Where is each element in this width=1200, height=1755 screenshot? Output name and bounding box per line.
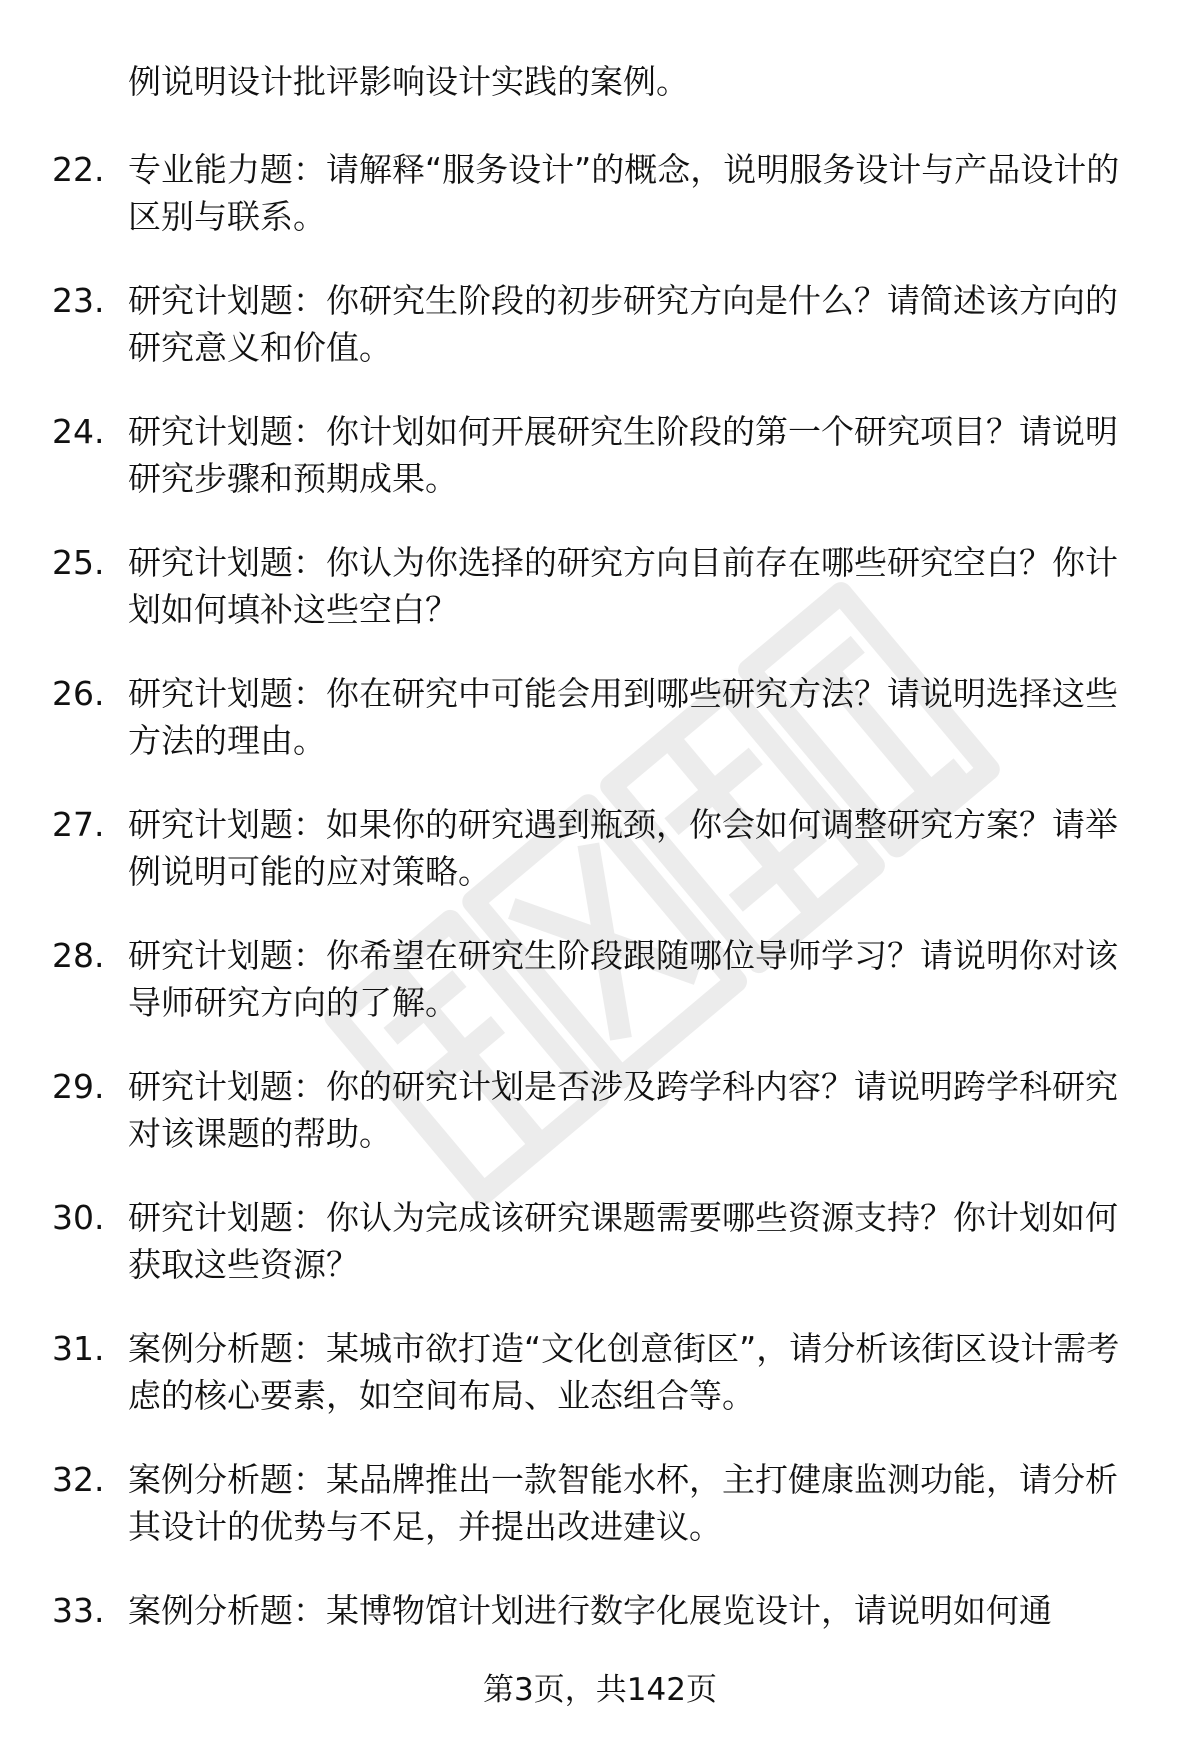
question-text: 研究计划题：你的研究计划是否涉及跨学科内容？请说明跨学科研究对该课题的帮助。	[128, 1067, 1118, 1153]
question-text: 案例分析题：某品牌推出一款智能水杯，主打健康监测功能，请分析其设计的优势与不足，并提出改进建议。	[128, 1460, 1118, 1546]
question-text: 研究计划题：你在研究中可能会用到哪些研究方法？请说明选择这些方法的理由。	[128, 674, 1118, 760]
question-number: 25.	[52, 543, 105, 582]
question-number: 22.	[52, 150, 105, 189]
question-text: 案例分析题：某城市欲打造“文化创意街区”，请分析该街区设计需考虑的核心要素，如空间布局、业态组合等。	[128, 1329, 1120, 1415]
question-number: 33.	[52, 1591, 105, 1630]
question-text: 研究计划题：你计划如何开展研究生阶段的第一个研究项目？请说明研究步骤和预期成果。	[128, 412, 1118, 498]
question-item	[0, 801, 1200, 932]
question-item	[0, 1456, 1200, 1587]
question-number: 24.	[52, 412, 105, 451]
question-text: 研究计划题：你认为你选择的研究方向目前存在哪些研究空白？你计划如何填补这些空白？	[128, 543, 1118, 629]
question-number: 23.	[52, 281, 105, 320]
question-text: 研究计划题：你认为完成该研究课题需要哪些资源支持？你计划如何获取这些资源？	[128, 1198, 1118, 1284]
question-text: 专业能力题：请解释“服务设计”的概念，说明服务设计与产品设计的区别与联系。	[128, 150, 1120, 236]
question-item	[0, 277, 1200, 408]
question-number: 26.	[52, 674, 105, 713]
question-number: 28.	[52, 936, 105, 975]
question-item	[0, 408, 1200, 539]
question-item	[0, 1194, 1200, 1325]
continued-question-text: 例说明设计批评影响设计实践的案例。	[128, 62, 689, 101]
question-item	[0, 1325, 1200, 1456]
question-number: 31.	[52, 1329, 105, 1368]
page-number-footer: 第3页，共142页	[483, 1672, 717, 1708]
question-number: 27.	[52, 805, 105, 844]
question-number: 30.	[52, 1198, 105, 1237]
question-list	[0, 146, 1200, 1718]
question-text: 研究计划题：你研究生阶段的初步研究方向是什么？请简述该方向的研究意义和价值。	[128, 281, 1118, 367]
question-number: 29.	[52, 1067, 105, 1106]
question-item	[0, 1063, 1200, 1194]
question-item	[0, 670, 1200, 801]
question-text: 研究计划题：如果你的研究遇到瓶颈，你会如何调整研究方案？请举例说明可能的应对策略。	[128, 805, 1118, 891]
question-text: 案例分析题：某博物馆计划进行数字化展览设计，请说明如何通	[128, 1591, 1052, 1630]
question-number: 32.	[52, 1460, 105, 1499]
question-item	[0, 539, 1200, 670]
question-item	[0, 146, 1200, 277]
question-text: 研究计划题：你希望在研究生阶段跟随哪位导师学习？请说明你对该导师研究方向的了解。	[128, 936, 1118, 1022]
question-item	[0, 932, 1200, 1063]
